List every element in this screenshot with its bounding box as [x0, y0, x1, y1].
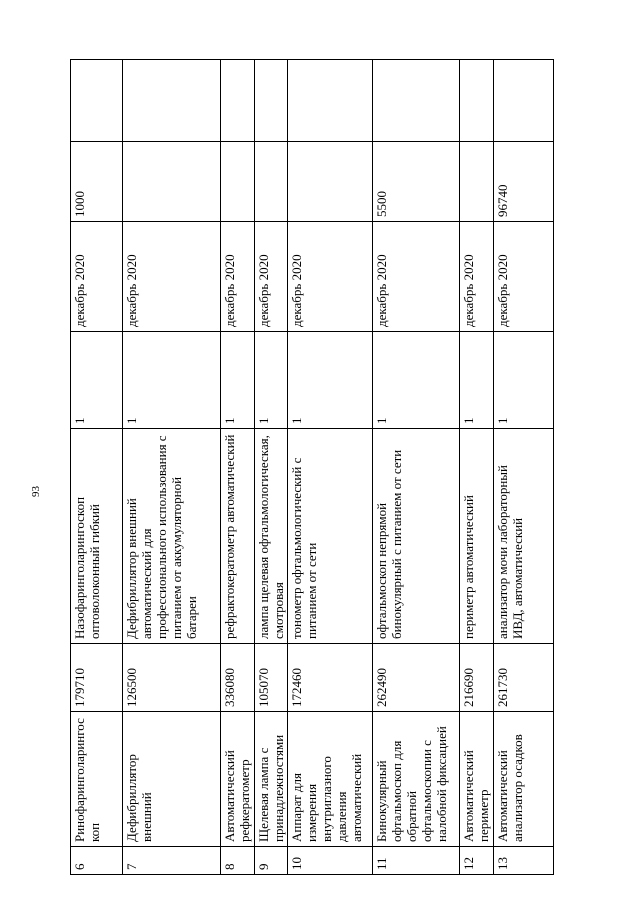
- equipment-amount: [123, 142, 221, 222]
- equipment-name: Бинокулярный офтальмоскоп для обратной офтальмоскопии с налобной фиксацией: [373, 712, 460, 847]
- equipment-table: [70, 59, 554, 875]
- equipment-description: рефрактокератометр автоматический: [221, 429, 255, 644]
- equipment-description: Назофаринголарингоскоп оптоволоконный гибкий: [71, 429, 123, 644]
- equipment-extra: [288, 60, 373, 142]
- equipment-code: 105070: [255, 644, 288, 712]
- equipment-date: декабрь 2020: [123, 222, 221, 332]
- equipment-description: анализатор мочи лабораторный ИВД, автоматический: [494, 429, 554, 644]
- equipment-name: Аппарат для измерения внутриглазного давления автоматический: [288, 712, 373, 847]
- table-row: [123, 60, 221, 875]
- equipment-name: Автоматический периметр: [460, 712, 494, 847]
- equipment-code: 216690: [460, 644, 494, 712]
- equipment-extra: [255, 60, 288, 142]
- equipment-description: лампа щелевая офтальмологическая, смотровая: [255, 429, 288, 644]
- row-number: 8: [221, 847, 255, 875]
- table-row: [288, 60, 373, 875]
- equipment-description: Дефибриллятор внешний автоматический для профессионального использования с питанием от аккумуляторной батареи: [123, 429, 221, 644]
- equipment-description: периметр автоматический: [460, 429, 494, 644]
- equipment-quantity: 1: [373, 332, 460, 429]
- equipment-code: 126500: [123, 644, 221, 712]
- equipment-date: декабрь 2020: [373, 222, 460, 332]
- row-number: 6: [71, 847, 123, 875]
- equipment-extra: [71, 60, 123, 142]
- rotated-table-wrapper: [70, 60, 610, 875]
- table-row: [255, 60, 288, 875]
- table-row: [373, 60, 460, 875]
- equipment-extra: [221, 60, 255, 142]
- equipment-extra: [494, 60, 554, 142]
- row-number: 13: [494, 847, 554, 875]
- row-number: 11: [373, 847, 460, 875]
- row-number: 7: [123, 847, 221, 875]
- equipment-code: 172460: [288, 644, 373, 712]
- table-row: [221, 60, 255, 875]
- equipment-quantity: 1: [288, 332, 373, 429]
- equipment-name: Автоматический анализатор осадков: [494, 712, 554, 847]
- equipment-quantity: 1: [255, 332, 288, 429]
- equipment-quantity: 1: [494, 332, 554, 429]
- equipment-extra: [123, 60, 221, 142]
- equipment-amount: 5500: [373, 142, 460, 222]
- equipment-extra: [460, 60, 494, 142]
- equipment-code: 261730: [494, 644, 554, 712]
- table-row: [460, 60, 494, 875]
- equipment-code: 336080: [221, 644, 255, 712]
- equipment-name: Щелевая лампа с принадлежностями: [255, 712, 288, 847]
- page-number: 93: [30, 486, 42, 497]
- equipment-date: декабрь 2020: [288, 222, 373, 332]
- equipment-name: Дефибриллятор внешний: [123, 712, 221, 847]
- equipment-amount: [255, 142, 288, 222]
- equipment-description: тонометр офтальмологический с питанием от сети: [288, 429, 373, 644]
- equipment-date: декабрь 2020: [494, 222, 554, 332]
- equipment-amount: [288, 142, 373, 222]
- equipment-code: 262490: [373, 644, 460, 712]
- equipment-amount: 96740: [494, 142, 554, 222]
- equipment-extra: [373, 60, 460, 142]
- equipment-name: Ринофаринголарингоскоп: [71, 712, 123, 847]
- table-row: [494, 60, 554, 875]
- equipment-quantity: 1: [71, 332, 123, 429]
- row-number: 12: [460, 847, 494, 875]
- equipment-amount: 1000: [71, 142, 123, 222]
- equipment-date: декабрь 2020: [71, 222, 123, 332]
- equipment-quantity: 1: [460, 332, 494, 429]
- equipment-date: декабрь 2020: [460, 222, 494, 332]
- row-number: 10: [288, 847, 373, 875]
- equipment-date: декабрь 2020: [255, 222, 288, 332]
- equipment-code: 179710: [71, 644, 123, 712]
- equipment-amount: [460, 142, 494, 222]
- equipment-amount: [221, 142, 255, 222]
- equipment-name: Автоматический рефкератометр: [221, 712, 255, 847]
- equipment-quantity: 1: [221, 332, 255, 429]
- equipment-date: декабрь 2020: [221, 222, 255, 332]
- table-row: [71, 60, 123, 875]
- equipment-description: офтальмоскоп непрямой бинокулярный с питанием от сети: [373, 429, 460, 644]
- equipment-quantity: 1: [123, 332, 221, 429]
- row-number: 9: [255, 847, 288, 875]
